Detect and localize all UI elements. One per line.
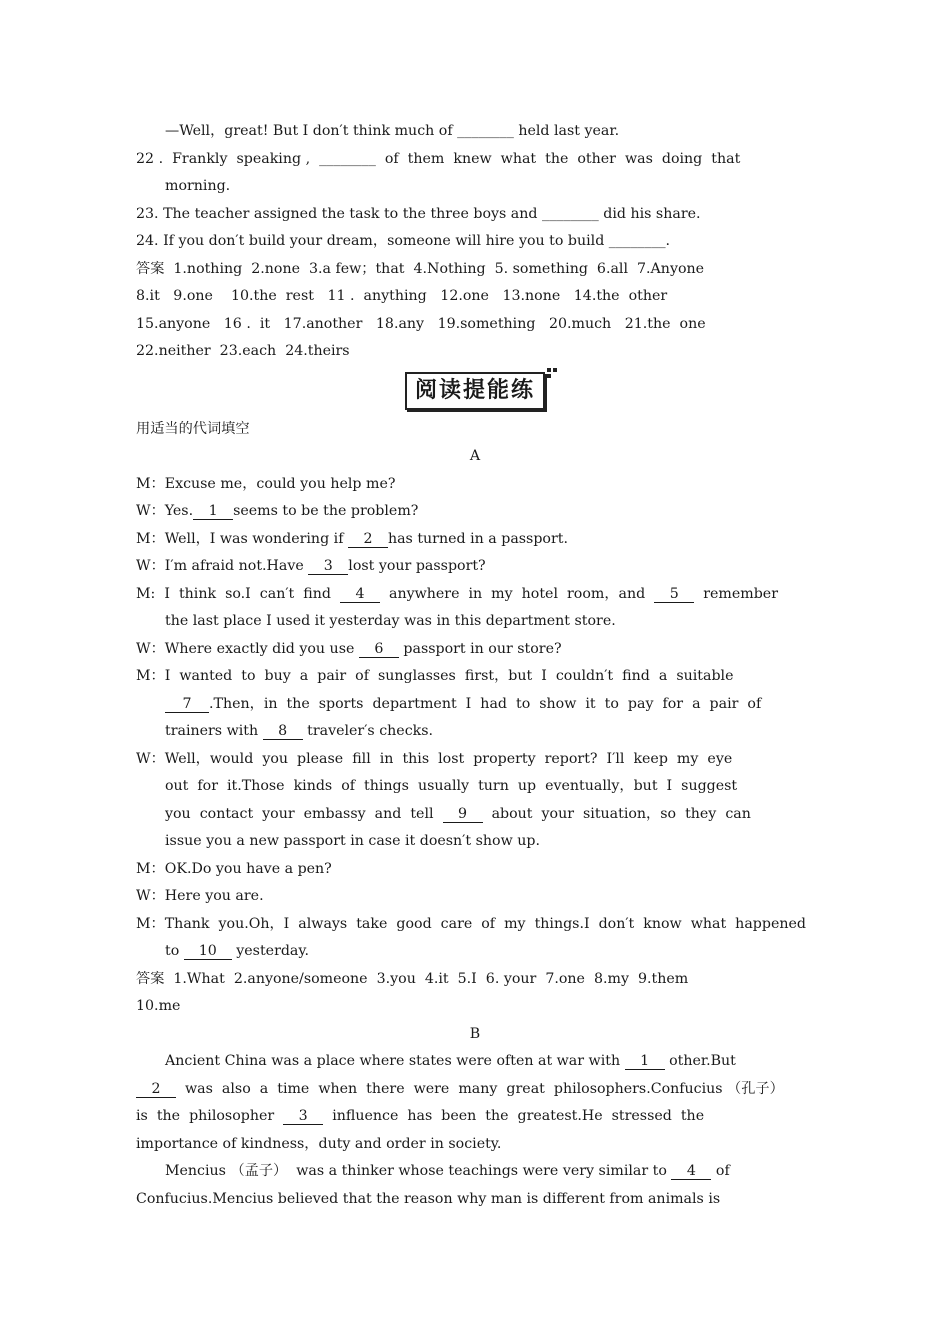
passage-b-heading: B [469, 1025, 481, 1042]
text: you contact your embassy and tell [165, 805, 443, 822]
dialogue-line: out for it.Those kinds of things usually turn up eventually，but I suggest [165, 778, 738, 794]
dialogue-line: issue you a new passport in case it doesn′t show up. [165, 833, 540, 849]
dialogue-line: M：OK.Do you have a pen? [136, 860, 332, 877]
exercise-23: 23. The teacher assigned the task to the three boys and ________ did his share. [136, 205, 701, 222]
dialogue-line [136, 581, 814, 609]
section-title-banner [136, 372, 814, 412]
dialogue-line [136, 553, 814, 581]
blank-1: 1 [193, 503, 233, 520]
blank-9: 9 [443, 806, 483, 823]
dialogue-line: M：I wanted to buy a pair of sunglasses first，but I couldn′t find a suitable [136, 668, 734, 684]
blank-6: 6 [359, 641, 399, 658]
document-page [136, 118, 814, 1213]
answer-key-line: 10.me [136, 998, 181, 1014]
passage-line: Confucius.Mencius believed that the reason why man is different from animals is [136, 1190, 721, 1207]
text: yesterday. [231, 943, 310, 959]
answer-key-line: 22.neither 23.each 24.theirs [136, 343, 350, 359]
answer-key-line: 答案 1.nothing 2.none 3.a few；that 4.Nothing 5. something 6.all 7.Anyone [136, 260, 705, 277]
text: was also a time when there were many great philosophers.Confucius （孔子） [176, 1080, 784, 1097]
dialogue-line [136, 636, 814, 664]
exercise-22: 22 . Frankly speaking , ________ of them knew what the other was doing that [136, 150, 741, 167]
answer-key-line: 答案 1.What 2.anyone/someone 3.you 4.it 5.I 6. your 7.one 8.my 9.them [136, 970, 689, 987]
text: W：Yes. [136, 503, 194, 519]
blank-3: 3 [283, 1108, 323, 1125]
dialogue-line [136, 938, 814, 966]
dialogue-line [136, 498, 814, 526]
instruction: 用适当的代词填空 [136, 420, 250, 437]
dialogue-line [136, 718, 814, 746]
text: other.But [664, 1053, 736, 1069]
passage-line: importance of kindness，duty and order in society. [136, 1135, 502, 1152]
text: W：I′m afraid not.Have [136, 558, 309, 574]
passage-line [136, 1103, 814, 1131]
dialogue-line [136, 801, 814, 829]
exercise-line: —Well，great! But I don′t think much of ________ held last year. [165, 123, 620, 139]
blank-7: 7 [165, 696, 209, 713]
text: M：Well，I was wondering if [136, 530, 348, 547]
text: Ancient China was a place where states were often at war with [165, 1053, 625, 1069]
text: traveler′s checks. [302, 723, 434, 739]
blank-2: 2 [348, 531, 388, 548]
answer-key-line: 15.anyone 16 . it 17.another 18.any 19.something 20.much 21.the one [136, 315, 706, 332]
text: passport in our store? [398, 640, 562, 657]
dialogue-line: M：Excuse me，could you help me? [136, 475, 396, 492]
text: lost your passport? [348, 558, 486, 574]
text: is the philosopher [136, 1108, 284, 1124]
dialogue-line: W：Here you are. [136, 888, 264, 904]
text: anywhere in my hotel room，and [379, 585, 655, 602]
answer-key-line: 8.it 9.one 10.the rest 11 . anything 12.one 13.none 14.the other [136, 288, 668, 304]
exercise-22-cont: morning. [165, 178, 231, 194]
dialogue-line [136, 526, 814, 554]
text: remember [694, 585, 778, 602]
passage-line [136, 1158, 814, 1186]
text: about your situation，so they can [482, 805, 751, 822]
text: of [711, 1163, 730, 1179]
passage-line [136, 1048, 814, 1076]
dialogue-line [136, 691, 814, 719]
text: Mencius （孟子） was a thinker whose teachings were very similar to [165, 1163, 672, 1179]
corner-decoration-icon [547, 368, 557, 378]
text: .Then，in the sports department I had to show it to pay for a pair of [209, 695, 762, 712]
text: influence has been the greatest.He stressed the [323, 1108, 705, 1124]
section-title-text: 阅读提能练 [414, 377, 535, 403]
text: seems to be the problem? [233, 503, 419, 519]
passage-line [136, 1076, 814, 1104]
blank-2: 2 [136, 1081, 176, 1098]
passage-a-heading: A [469, 448, 481, 464]
dialogue-line: M：Thank you.Oh，I always take good care of my things.I don′t know what happened [136, 915, 806, 932]
text: to [165, 943, 184, 959]
exercise-24: 24. If you don′t build your dream，someone will hire you to build ________. [136, 233, 671, 249]
dialogue-line: W：Well，would you please fill in this lost property report? I′ll keep my eye [136, 750, 733, 767]
text: M: I think so.I can′t find [136, 585, 340, 602]
blank-1: 1 [625, 1053, 665, 1070]
text: has turned in a passport. [387, 530, 568, 547]
blank-3: 3 [308, 558, 348, 575]
section-title [405, 372, 545, 410]
text: W：Where exactly did you use [136, 640, 359, 657]
blank-5: 5 [654, 586, 694, 603]
dialogue-line: the last place I used it yesterday was in this department store. [165, 613, 616, 629]
blank-8: 8 [263, 723, 303, 740]
blank-10: 10 [184, 943, 232, 960]
text: trainers with [165, 723, 263, 739]
blank-4: 4 [340, 586, 380, 603]
blank-4: 4 [671, 1163, 711, 1180]
